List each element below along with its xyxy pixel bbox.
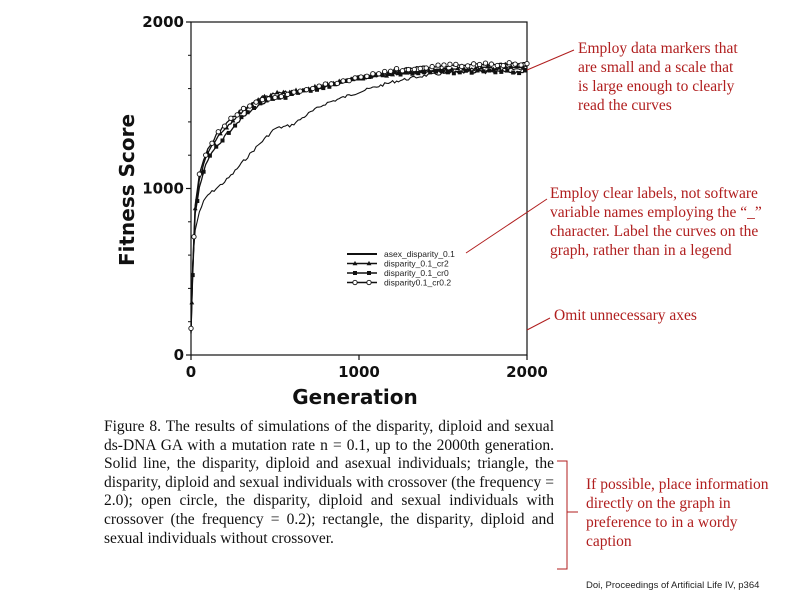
series-3-point: [365, 74, 369, 78]
series-2-point: [428, 70, 432, 74]
y-tick-label: 2000: [142, 13, 184, 31]
series-2-point: [452, 71, 456, 75]
series-lines: [191, 63, 527, 334]
series-2-point: [505, 69, 509, 73]
series-2-point: [493, 70, 497, 74]
series-2-point: [499, 70, 503, 74]
series-2-point: [517, 71, 521, 75]
series-2-point: [523, 68, 527, 72]
series-2-point: [214, 145, 218, 149]
series-2-point: [227, 131, 231, 135]
series-2-point: [434, 70, 438, 74]
series-3-point: [304, 87, 308, 91]
series-3-point: [501, 63, 505, 67]
series-3-point: [329, 82, 333, 86]
x-tick-label: 1000: [338, 363, 380, 381]
note-markers-scale: Employ data markers that are small and a scale that is large enough to clearly read the curves: [578, 40, 738, 114]
series-3-point: [477, 62, 481, 66]
series-2-point: [202, 170, 206, 174]
series-3-point: [254, 100, 258, 104]
series-line-1: [191, 66, 527, 334]
caption-bracket: [555, 460, 579, 570]
series-3-point: [424, 66, 428, 70]
series-3-point: [292, 90, 296, 94]
series-1-point: [189, 300, 194, 304]
series-3-point: [382, 69, 386, 73]
series-3-point: [525, 61, 529, 65]
series-3-point: [519, 63, 523, 67]
x-tick-label: 0: [185, 363, 197, 381]
series-2-point: [476, 68, 480, 72]
legend-marker: [367, 280, 371, 284]
series-3-point: [418, 66, 422, 70]
series-2-point: [487, 69, 491, 73]
series-3-point: [189, 326, 193, 330]
series-2-point: [191, 273, 195, 277]
series-2-point: [470, 71, 474, 75]
legend-marker: [353, 280, 357, 284]
source-citation: Doi, Proceedings of Artificial Life IV, p364: [586, 580, 760, 591]
legend-marker: [367, 271, 371, 275]
series-3-point: [216, 130, 220, 134]
series-3-point: [279, 94, 283, 98]
series-3-point: [454, 62, 458, 66]
series-3-point: [377, 72, 381, 76]
series-3-point: [210, 141, 214, 145]
legend-label: asex_disparity_0.1: [384, 249, 455, 259]
series-2-point: [440, 69, 444, 73]
series-3-point: [471, 62, 475, 66]
series-3-point: [400, 69, 404, 73]
series-3-point: [412, 67, 416, 71]
series-3-point: [285, 92, 289, 96]
note-axes: Omit unnecessary axes: [554, 307, 697, 324]
series-2-point: [446, 70, 450, 74]
series-2-point: [321, 86, 325, 90]
legend-marker: [353, 271, 357, 275]
series-3-point: [371, 72, 375, 76]
series-3-point: [448, 62, 452, 66]
series-3-point: [353, 76, 357, 80]
series-2-point: [239, 115, 243, 119]
series-3-point: [311, 86, 315, 90]
series-3-point: [394, 66, 398, 70]
series-3-point: [406, 67, 410, 71]
y-tick-label: 0: [173, 346, 184, 364]
leader-markers-scale: [527, 50, 574, 70]
series-3-point: [460, 64, 464, 68]
series-3-point: [388, 69, 392, 73]
series-3-point: [260, 97, 264, 101]
series-3-point: [229, 116, 233, 120]
series-3-point: [197, 172, 201, 176]
series-2-point: [511, 71, 515, 75]
series-3-point: [192, 235, 196, 239]
legend: [347, 249, 455, 288]
legend-label: disparity0.1_cr0.2: [384, 277, 452, 288]
legend-label: disparity_0.1_cr0: [384, 268, 449, 278]
series-3-point: [513, 62, 517, 66]
series-markers: [189, 61, 529, 331]
x-tick-label: 2000: [506, 363, 548, 381]
series-3-point: [483, 61, 487, 65]
series-3-point: [267, 97, 271, 101]
series-line-3: [191, 63, 527, 329]
series-3-point: [495, 63, 499, 67]
series-2-point: [458, 70, 462, 74]
x-axis-title: Generation: [292, 385, 418, 409]
series-2-point: [221, 139, 225, 143]
series-2-point: [416, 71, 420, 75]
series-2-point: [482, 69, 486, 73]
series-2-point: [422, 70, 426, 74]
series-3-point: [359, 75, 363, 79]
series-3-point: [442, 63, 446, 67]
series-3-point: [222, 124, 226, 128]
y-axis-title: Fitness Score: [115, 113, 139, 267]
series-3-point: [317, 84, 321, 88]
series-3-point: [323, 82, 327, 86]
series-3-point: [430, 64, 434, 68]
series-2-point: [195, 199, 199, 203]
series-3-point: [248, 104, 252, 108]
series-2-point: [252, 106, 256, 110]
series-3-point: [507, 61, 511, 65]
figure-caption: Figure 8. The results of simulations of the disparity, diploid and sexual ds-DNA GA with a mutation rate n = 0.1, up to the 2000th generation. Solid line, the disparity, diploid and asexual individuals; triangle, the disparity, diploid and sexual individuals with crossover (the frequency = 2.0); open circle, the disparity, diploid and sexual individuals with crossover (the frequency = 0.2); rectangle, the disparity, diploid and sexual individuals without crossover.: [104, 418, 554, 547]
series-3-point: [489, 62, 493, 66]
legend-label: disparity_0.1_cr2: [384, 258, 449, 269]
series-2-point: [233, 124, 237, 128]
series-2-point: [208, 154, 212, 158]
y-tick-label: 1000: [142, 179, 184, 198]
leader-labels: [466, 199, 547, 253]
series-3-point: [241, 106, 245, 110]
series-3-point: [204, 153, 208, 157]
series-3-point: [466, 64, 470, 68]
series-3-point: [436, 63, 440, 67]
series-3-point: [235, 113, 239, 117]
series-3-point: [298, 89, 302, 93]
series-2-point: [464, 69, 468, 73]
series-3-point: [347, 78, 351, 82]
series-3-point: [273, 95, 277, 99]
note-labels: Employ clear labels, not software variable names employing the “_” character. Label the curves on the graph, rather than in a legend: [550, 185, 762, 259]
series-3-point: [341, 79, 345, 83]
leader-axes: [527, 318, 550, 330]
note-caption: If possible, place information directly on the graph in preference to in a wordy caption: [586, 476, 769, 550]
series-2-point: [410, 72, 414, 76]
series-3-point: [335, 81, 339, 85]
series-2-point: [246, 110, 250, 114]
